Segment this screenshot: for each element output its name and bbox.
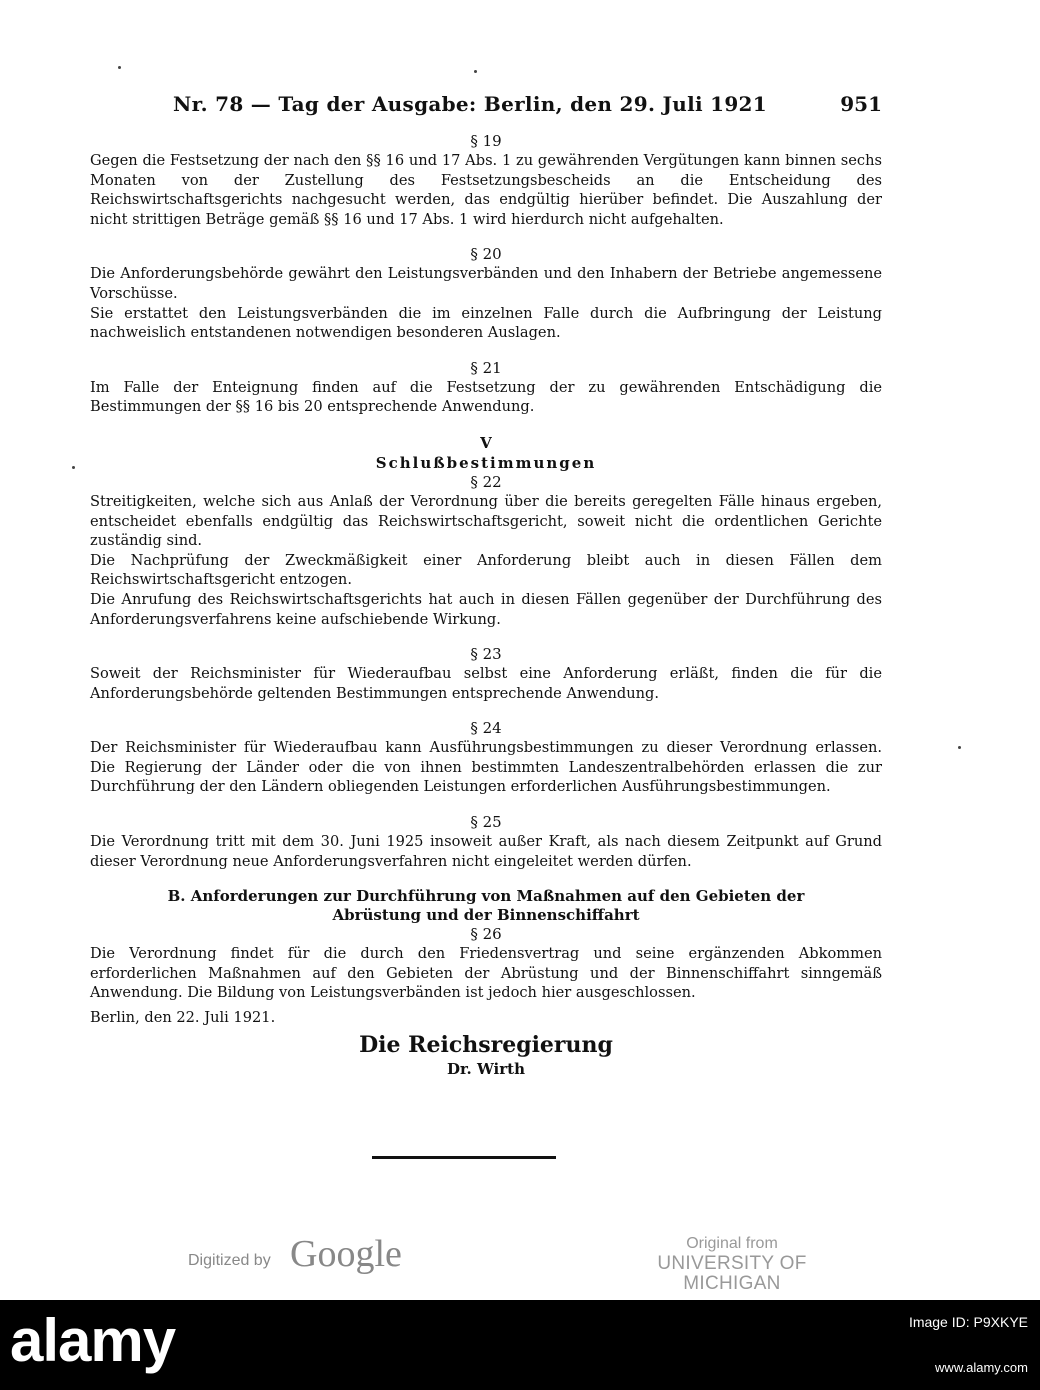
section-heading: § 26: [470, 925, 502, 944]
scan-speck: [72, 466, 75, 469]
image-id: Image ID: P9XKYE: [908, 1314, 1028, 1330]
paragraph: Im Falle der Enteignung finden auf die Festsetzung der zu gewährenden Entschädigung die Bestimmungen der §§ 16 bis 20 entsprechende Anwendung.: [90, 378, 882, 416]
paragraph: Soweit der Reichsminister für Wiederaufbau selbst eine Anforderung erläßt, finden die für die Anforderungsbehörde geltenden Bestimmungen entsprechende Anwendung.: [90, 665, 882, 702]
stock-banner: [0, 1300, 1040, 1390]
page-number: 951: [840, 92, 882, 116]
signature-government: Die Reichsregierung: [359, 1032, 613, 1059]
paragraph: Die Nachprüfung der Zweckmäßigkeit einer Anforderung bleibt auch in diesen Fällen dem Reichswirtschaftsgericht entzogen.: [90, 551, 882, 589]
signature-place-date: Berlin, den 22. Juli 1921.: [90, 1009, 276, 1027]
section-19: [90, 132, 882, 229]
section-20: [90, 245, 882, 342]
document-body: [90, 132, 882, 1078]
site-url: www.alamy.com: [935, 1360, 1028, 1375]
section-heading: § 25: [470, 813, 502, 832]
section-25: [90, 813, 882, 871]
digitized-by-label: Digitized by: [188, 1252, 271, 1269]
paragraph: Streitigkeiten, welche sich aus Anlaß der Verordnung über die bereits geregelten Fälle hinaus ergeben, entscheidet ebenfalls endgültig das Reichswirtschaftsgericht, soweit nicht die ordentlichen Gerichte zuständig sind.: [90, 492, 882, 550]
closing-rule: [372, 1156, 556, 1159]
section-23: [90, 645, 882, 703]
paragraph: Die Anforderungsbehörde gewährt den Leistungsverbänden und den Inhabern der Betriebe angemessene Vorschüsse.: [90, 265, 882, 302]
paragraph: Sie erstattet den Leistungsverbänden die im einzelnen Falle durch die Aufbringung der Leistung nachweislich entstandenen notwendigen besonderen Auslagen.: [90, 304, 882, 342]
section-24: [90, 719, 882, 797]
digitization-footer: [0, 1232, 1040, 1294]
part-title: Schlußbestimmungen: [375, 453, 597, 472]
section-21: [90, 359, 882, 417]
issue-title: Nr. 78 — Tag der Ausgabe: Berlin, den 29. Juli 1921: [173, 92, 767, 116]
scan-speck: [474, 70, 477, 73]
section-heading: § 19: [470, 132, 502, 150]
section-heading: § 21: [470, 358, 502, 377]
scan-speck: [958, 746, 961, 749]
original-from-label: Original from: [686, 1235, 778, 1252]
scan-speck: [118, 66, 121, 69]
university-name: UNIVERSITY OF MICHIGAN: [657, 1253, 807, 1294]
paragraph: Die Anrufung des Reichswirtschaftsgerichts hat auch in diesen Fällen gegenüber der Durchführung des Anforderungsverfahrens keine aufschiebende Wirkung.: [90, 590, 882, 628]
alamy-logo: alamy: [10, 1307, 176, 1374]
part-number: V: [480, 433, 492, 452]
section-heading: § 20: [470, 245, 502, 264]
running-header: [0, 92, 1040, 128]
google-logo: Google: [290, 1233, 402, 1275]
section-heading: § 22: [470, 472, 502, 491]
section-22: [90, 473, 882, 629]
section-heading: § 23: [470, 645, 502, 664]
paragraph: Der Reichsminister für Wiederaufbau kann Ausführungsbestimmungen zu dieser Verordnung erlassen. Die Regierung der Länder oder die von ihnen bestimmten Landeszentralbehörden erlassen die zur Durchführung der den Ländern obliegenden Leistungen erforderlichen Ausführungsbestimmungen.: [90, 739, 882, 796]
signature-name: Dr. Wirth: [447, 1060, 525, 1079]
section-heading: § 24: [470, 719, 502, 738]
part-b-title: B. Anforderungen zur Durchführung von Maßnahmen auf den Gebieten der Abrüstung und der Binnenschiffahrt: [167, 887, 805, 925]
paragraph: Gegen die Festsetzung der nach den §§ 16 und 17 Abs. 1 zu gewährenden Vergütungen kann binnen sechs Monaten von der Zustellung des Festsetzungsbescheids an die Entscheidung des Reichswirtschaftsgerichts nachgesucht werden, das endgültig hierüber befindet. Die Auszahlung der nicht strittigen Beträge gemäß §§ 16 und 17 Abs. 1 wird hierdurch nicht aufgehalten.: [90, 152, 882, 228]
paragraph: Die Verordnung tritt mit dem 30. Juni 1925 insoweit außer Kraft, als nach diesem Zeitpunkt auf Grund dieser Verordnung neue Anforderungsverfahren nicht eingeleitet werden dürfen.: [90, 833, 882, 870]
section-26: [90, 925, 882, 1003]
paragraph: Die Verordnung findet für die durch den Friedensvertrag und seine ergänzenden Abkommen erforderlichen Maßnahmen auf den Gebieten der Abrüstung und der Binnenschiffahrt sinngemäß Anwendung. Die Bildung von Leistungsverbänden ist jedoch hier ausgeschlossen.: [90, 945, 882, 1002]
original-from: [606, 1234, 858, 1294]
